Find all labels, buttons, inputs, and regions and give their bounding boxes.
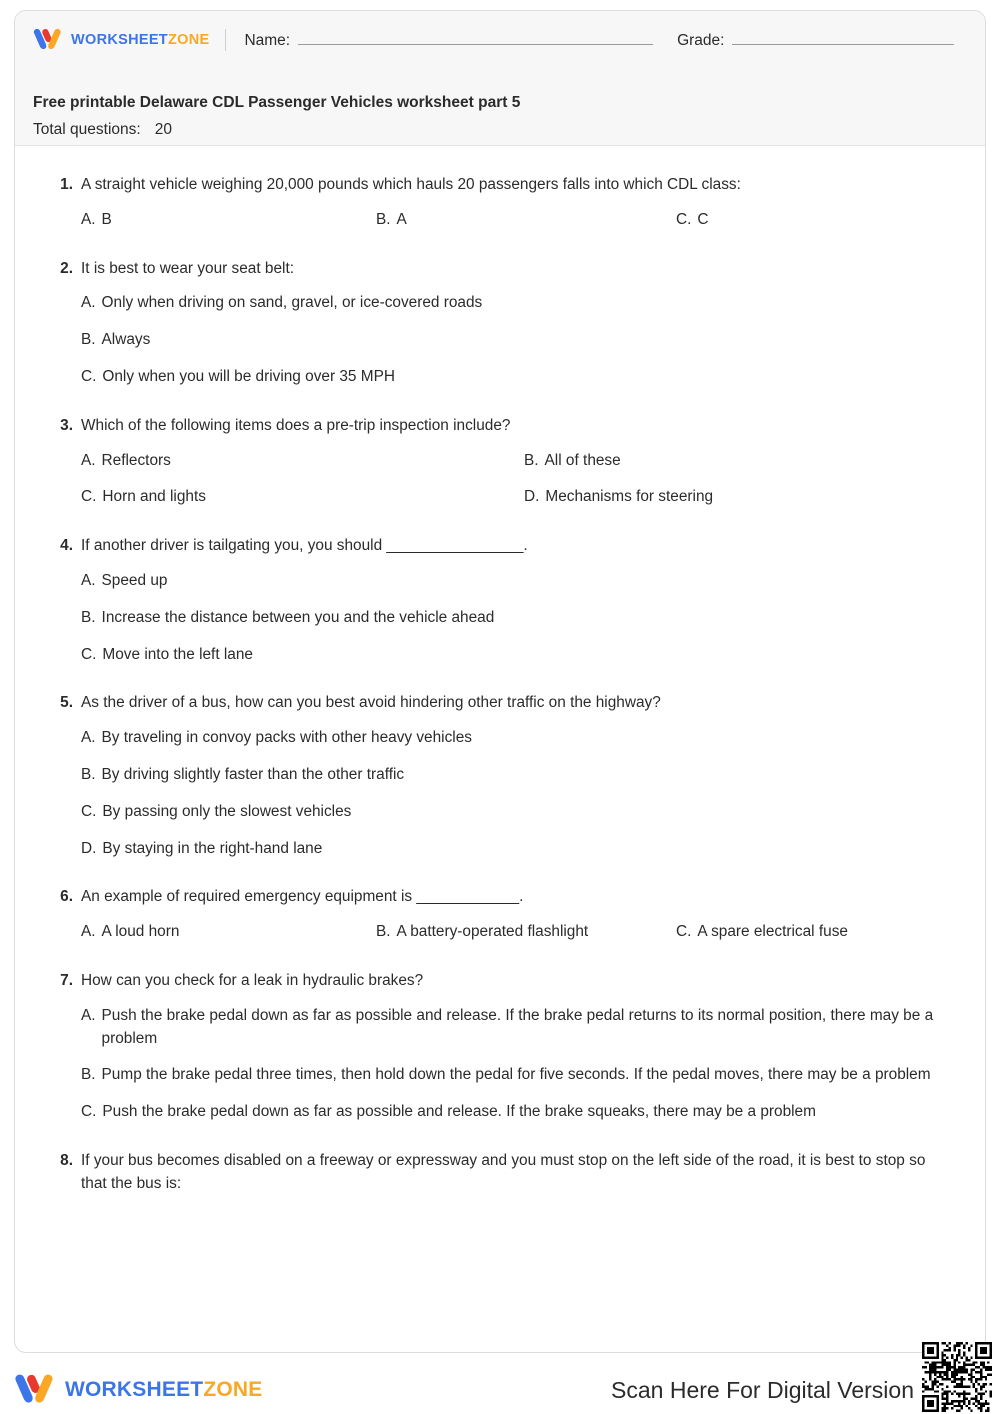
answer-option[interactable]	[81, 838, 955, 861]
question-item	[45, 174, 955, 232]
answer-text: Only when driving on sand, gravel, or ice-covered roads	[101, 294, 483, 312]
answer-letter: B.	[524, 451, 539, 469]
answer-letter: B.	[376, 210, 391, 228]
answer-option[interactable]	[376, 921, 676, 944]
answer-option[interactable]	[81, 486, 524, 509]
worksheet-card	[14, 10, 986, 1353]
header-top-row	[15, 11, 985, 69]
brand-name-part2: ZONE	[167, 32, 210, 48]
question-header	[45, 535, 955, 558]
answer-letter: A.	[81, 571, 96, 589]
answer-option[interactable]	[524, 486, 955, 509]
answer-options	[45, 921, 955, 944]
answer-letter: C.	[676, 923, 692, 941]
page-footer	[0, 1366, 1000, 1414]
answer-letter: C.	[81, 1103, 97, 1121]
brand-logo-footer	[14, 1372, 262, 1408]
answer-option[interactable]	[376, 209, 676, 232]
question-number: 4.	[60, 537, 73, 555]
answer-options	[45, 292, 955, 388]
answer-text: Push the brake pedal down as far as possible and release. If the brake squeaks, there may be a problem	[102, 1103, 816, 1121]
question-header	[45, 692, 955, 715]
scan-prompt-text: Scan Here For Digital Version	[611, 1376, 914, 1403]
answer-letter: A.	[81, 294, 96, 312]
name-label: Name:	[244, 31, 291, 49]
worksheet-header	[15, 11, 985, 146]
answer-options	[45, 450, 955, 510]
question-header	[45, 970, 955, 993]
grade-field-group	[677, 31, 954, 50]
answer-text: A battery-operated flashlight	[396, 923, 589, 941]
answer-option[interactable]	[81, 801, 955, 824]
answer-option[interactable]	[81, 292, 955, 315]
question-item	[45, 692, 955, 860]
answer-option[interactable]	[81, 366, 955, 389]
answer-letter: C.	[676, 210, 692, 228]
answer-options	[45, 727, 955, 860]
answer-text: Always	[101, 331, 151, 349]
answer-options	[45, 1005, 955, 1124]
question-number: 8.	[60, 1151, 73, 1169]
grade-label: Grade:	[677, 31, 725, 49]
brand-name-footer	[65, 1378, 262, 1402]
answer-option[interactable]	[81, 727, 955, 750]
question-text: A straight vehicle weighing 20,000 pounds which hauls 20 passengers falls into which CDL class:	[81, 176, 741, 193]
answer-text: Mechanisms for steering	[545, 488, 714, 506]
answer-option[interactable]	[81, 644, 955, 667]
answer-letter: C.	[81, 367, 97, 385]
worksheet-title: Free printable Delaware CDL Passenger Vehicles worksheet part 5	[33, 94, 521, 111]
question-number: 1.	[60, 176, 73, 193]
answer-letter: A.	[81, 923, 96, 941]
brand-name-part1: WORKSHEET	[65, 1378, 204, 1401]
question-text: If your bus becomes disabled on a freeway or expressway and you must stop on the left side of the road, it is best to stop so that the bus is:	[81, 1151, 926, 1192]
answer-letter: B.	[81, 331, 96, 349]
question-header	[45, 1150, 955, 1196]
qr-code-icon[interactable]	[922, 1342, 992, 1412]
question-number: 7.	[60, 971, 73, 989]
brand-logo-header	[33, 27, 209, 53]
question-list	[15, 146, 985, 1196]
question-number: 3.	[60, 416, 73, 434]
answer-text: Only when you will be driving over 35 MPH	[102, 367, 395, 385]
question-item	[45, 415, 955, 509]
answer-letter: D.	[524, 488, 540, 506]
question-item	[45, 886, 955, 944]
question-text: An example of required emergency equipment is ____________.	[81, 888, 524, 906]
grade-input-line[interactable]	[732, 31, 954, 45]
answer-option[interactable]	[81, 329, 955, 352]
answer-text: A	[396, 210, 407, 228]
answer-option[interactable]	[524, 450, 955, 473]
name-input-line[interactable]	[298, 31, 653, 45]
question-text: If another driver is tailgating you, you should ________________.	[81, 537, 528, 555]
question-header	[45, 886, 955, 909]
answer-option[interactable]	[81, 570, 955, 593]
answer-letter: B.	[376, 923, 391, 941]
question-item	[45, 535, 955, 666]
answer-letter: B.	[81, 765, 96, 783]
answer-text: Speed up	[101, 571, 168, 589]
answer-text: Move into the left lane	[102, 645, 253, 663]
total-questions-row	[33, 118, 967, 141]
worksheetzone-logo-icon	[14, 1372, 56, 1408]
brand-name-part2: ZONE	[203, 1378, 263, 1401]
answer-text: Increase the distance between you and the vehicle ahead	[101, 608, 495, 626]
name-field-group	[244, 31, 653, 50]
answer-text: By staying in the right-hand lane	[102, 839, 323, 857]
question-number: 5.	[60, 694, 73, 712]
answer-option[interactable]	[81, 1005, 955, 1051]
question-text: How can you check for a leak in hydraulic brakes?	[81, 971, 424, 989]
question-header	[45, 258, 955, 281]
answer-text: By traveling in convoy packs with other heavy vehicles	[101, 729, 472, 747]
question-header	[45, 174, 955, 197]
answer-letter: A.	[81, 451, 96, 469]
answer-letter: A.	[81, 1006, 96, 1024]
answer-option[interactable]	[81, 764, 955, 787]
answer-option[interactable]	[81, 450, 524, 473]
total-questions-count: 20	[154, 120, 172, 138]
answer-letter: C.	[81, 645, 97, 663]
question-text: As the driver of a bus, how can you best avoid hindering other traffic on the highway?	[81, 694, 661, 712]
answer-letter: A.	[81, 729, 96, 747]
answer-option[interactable]	[676, 921, 955, 944]
question-item	[45, 258, 955, 389]
answer-text: Push the brake pedal down as far as possible and release. If the brake pedal returns to its normal position, there may be a problem	[101, 1006, 934, 1047]
answer-letter: D.	[81, 839, 97, 857]
answer-text: All of these	[544, 451, 621, 469]
question-header	[45, 415, 955, 438]
header-divider	[225, 29, 226, 51]
answer-option[interactable]	[81, 921, 376, 944]
answer-text: B	[101, 210, 112, 228]
answer-letter: B.	[81, 608, 96, 626]
answer-text: By passing only the slowest vehicles	[102, 802, 352, 820]
question-number: 6.	[60, 888, 73, 906]
header-meta	[15, 93, 985, 141]
answer-option[interactable]	[676, 209, 955, 232]
question-number: 2.	[60, 259, 73, 277]
answer-letter: C.	[81, 802, 97, 820]
answer-letter: A.	[81, 210, 96, 228]
answer-text: Pump the brake pedal three times, then hold down the pedal for five seconds. If the pedal moves, there may be a problem	[101, 1066, 931, 1084]
total-questions-label: Total questions:	[33, 120, 141, 138]
answer-options	[45, 570, 955, 666]
answer-option[interactable]	[81, 607, 955, 630]
brand-name-header	[71, 32, 209, 48]
answer-text: Horn and lights	[102, 488, 206, 506]
brand-name-part1: WORKSHEET	[71, 32, 168, 48]
answer-option[interactable]	[81, 1101, 955, 1124]
answer-text: A loud horn	[101, 923, 180, 941]
worksheetzone-logo-icon	[33, 27, 63, 53]
question-item	[45, 970, 955, 1124]
answer-option[interactable]	[81, 1064, 955, 1087]
question-item	[45, 1150, 955, 1196]
answer-text: C	[697, 210, 709, 228]
question-text: Which of the following items does a pre-trip inspection include?	[81, 416, 511, 434]
answer-letter: C.	[81, 488, 97, 506]
answer-text: By driving slightly faster than the other traffic	[101, 765, 405, 783]
answer-text: A spare electrical fuse	[697, 923, 848, 941]
question-text: It is best to wear your seat belt:	[81, 259, 295, 277]
answer-letter: B.	[81, 1066, 96, 1084]
answer-text: Reflectors	[101, 451, 171, 469]
answer-options	[45, 209, 955, 232]
answer-option[interactable]	[81, 209, 376, 232]
